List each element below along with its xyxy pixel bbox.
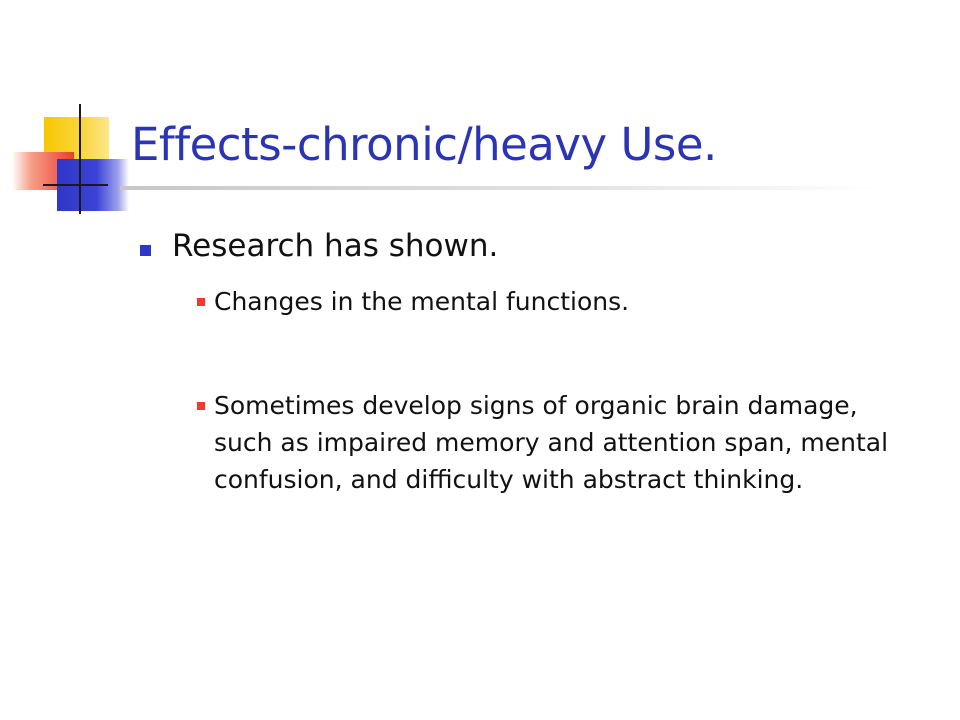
sub-bullet-mental-functions xyxy=(197,283,894,320)
sub-bullet-text: Changes in the mental functions. xyxy=(214,287,630,316)
logo-horizontal-line xyxy=(43,184,108,186)
bullet-research xyxy=(140,228,498,264)
logo-vertical-line xyxy=(79,104,81,214)
red-square-bullet-icon xyxy=(197,298,205,306)
red-square-bullet-icon xyxy=(197,402,205,410)
bullet-text: Research has shown. xyxy=(172,228,499,264)
sub-bullet-text: Sometimes develop signs of organic brain damage, such as impaired memory and attention span, mental confusion, and difficulty with abstract thinking. xyxy=(214,391,889,494)
blue-square-bullet-icon xyxy=(140,245,151,256)
corner-squares-logo xyxy=(0,0,140,230)
title-divider xyxy=(120,186,880,190)
sub-bullet-brain-damage xyxy=(197,387,894,498)
slide-title: Effects-chronic/heavy Use. xyxy=(131,118,717,171)
